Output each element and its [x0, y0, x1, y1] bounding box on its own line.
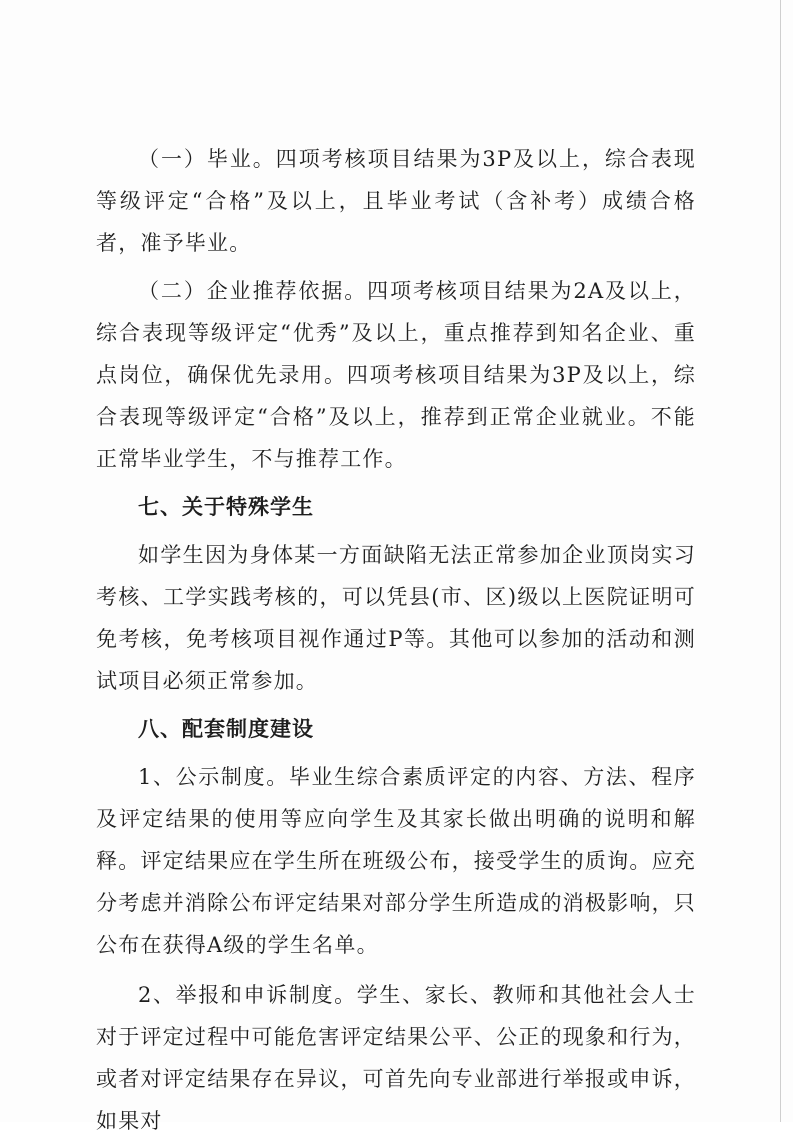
section-heading-supporting-systems: 八、配套制度建设	[138, 717, 314, 741]
paragraph-special-students: 如学生因为身体某一方面缺陷无法正常参加企业顶岗实习考核、工学实践考核的，可以凭县(市、区)级以上医院证明可免考核，免考核项目视作通过P等。其他可以参加的活动和测试项目必须正常参加。	[96, 543, 696, 693]
paragraph-publicity-system: 1、公示制度。毕业生综合素质评定的内容、方法、程序及评定结果的使用等应向学生及其家长做出明确的说明和解释。评定结果应在学生所在班级公布，接受学生的质询。应充分考虑并消除公布评定结果对部分学生所造成的消极影响，只公布在获得A级的学生名单。	[96, 765, 696, 957]
section-heading-special-students: 七、关于特殊学生	[138, 495, 314, 519]
paragraph-enterprise-recommendation: （二）企业推荐依据。四项考核项目结果为2A及以上，综合表现等级评定“优秀”及以上，重点推荐到知名企业、重点岗位，确保优先录用。四项考核项目结果为3P及以上，综合表现等级评定“合格”及以上，推荐到正常企业就业。不能正常毕业学生，不与推荐工作。	[96, 279, 696, 471]
document-body	[96, 138, 696, 1142]
paragraph-graduation: （一）毕业。四项考核项目结果为3P及以上，综合表现等级评定“合格”及以上，且毕业考试（含补考）成绩合格者，准予毕业。	[96, 147, 696, 255]
scan-edge-line	[780, 0, 781, 1122]
paragraph-complaint-system: 2、举报和申诉制度。学生、家长、教师和其他社会人士对于评定过程中可能危害评定结果公平、公正的现象和行为，或者对评定结果存在异议，可首先向专业部进行举报或申诉，如果对	[96, 983, 696, 1133]
